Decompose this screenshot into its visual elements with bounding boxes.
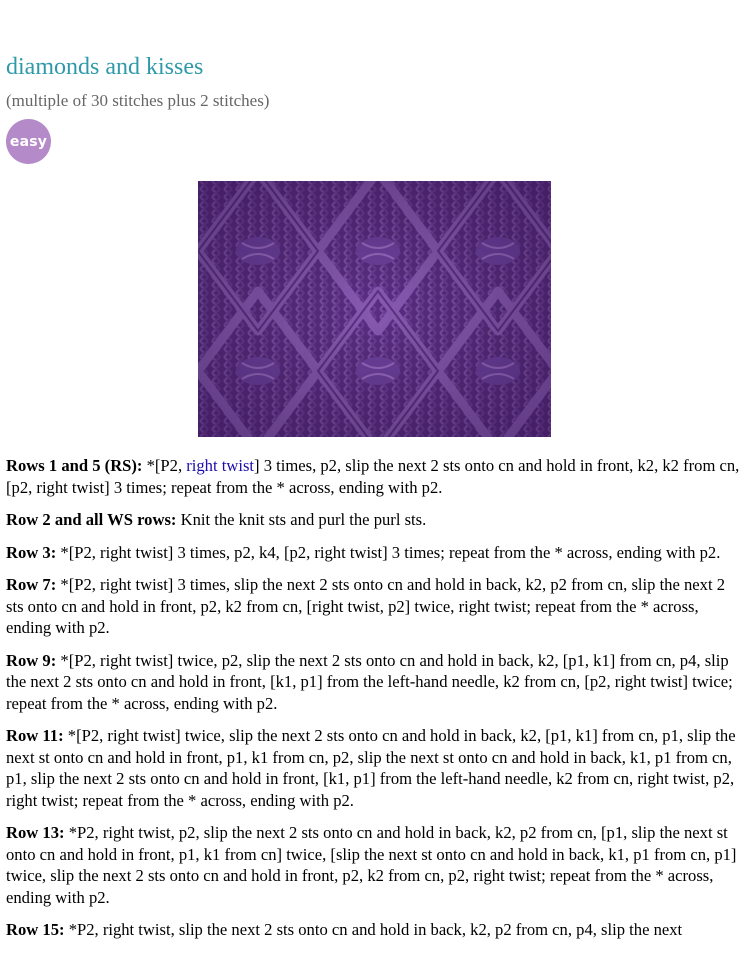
difficulty-badge	[6, 119, 51, 164]
knit-swatch-image	[198, 181, 551, 437]
row-label: Rows 1 and 5 (RS):	[6, 456, 143, 475]
row-text: *[P2,	[142, 456, 187, 475]
row-text: *P2, right twist, slip the next 2 sts onto cn and hold in back, k2, p2 from cn, p4, slip the next	[64, 920, 683, 939]
row-label: Row 13:	[6, 823, 65, 842]
row-text: *[P2, right twist] 3 times, p2, k4, [p2, right twist] 3 times; repeat from the * across, ending with p2.	[56, 542, 721, 562]
row-text: *P2, right twist, p2, slip the next 2 sts onto cn and hold in back, k2, p2 from cn, [p1, slip the next st onto cn and hold in front, p1, k1 from cn] twice, [slip the next st onto cn and hold in back, k1, p1 from cn, p1] twice, slip the next 2 sts onto cn and hold in front, p2, k2 from cn, p2, right twist; repeat from the * across, ending with p2.	[6, 823, 737, 907]
row-label: Row 3:	[6, 542, 57, 562]
right-twist-link[interactable]: right twist	[186, 456, 255, 475]
row-text: *[P2, right twist] twice, p2, slip the next 2 sts onto cn and hold in back, k2, [p1, k1] from cn, p4, slip the next 2 sts onto cn and hold in front, [k1, p1] from the left-hand needle, k2 from cn, [p2, right twist] twice; repeat from the * across, ending with p2.	[6, 650, 733, 713]
row-2-ws	[6, 509, 742, 531]
row-label: Row 2 and all WS rows:	[6, 510, 177, 529]
row-9	[6, 650, 742, 715]
stitch-multiple: (multiple of 30 stitches plus 2 stitches)	[6, 91, 270, 110]
row-label: Row 9:	[6, 650, 57, 670]
row-15	[6, 919, 742, 941]
row-text: ] 3 times, p2, slip the next 2 sts onto cn and hold in front, k2, k2 from cn, [p2, right twist] 3 times; repeat from the * across, ending with p2.	[6, 456, 740, 497]
pattern-title: diamonds and kisses	[6, 54, 204, 80]
row-label: Row 7:	[6, 575, 57, 594]
row-13	[6, 822, 742, 908]
row-label: Row 11:	[6, 726, 64, 745]
row-text: *[P2, right twist] 3 times, slip the next 2 sts onto cn and hold in back, k2, p2 from cn, slip the next 2 sts onto cn and hold in front, p2, k2 from cn, [right twist, p2] twice, right twist; repeat from the * across, ending with p2.	[6, 575, 725, 637]
row-text: Knit the knit sts and purl the purl sts.	[176, 510, 427, 529]
knit-swatch-illustration	[198, 181, 551, 437]
difficulty-label: easy	[9, 133, 48, 150]
row-7	[6, 574, 742, 639]
row-1-and-5	[6, 455, 742, 498]
row-text: *[P2, right twist] twice, slip the next 2 sts onto cn and hold in back, k2, [p1, k1] from cn, p1, slip the next st onto cn and hold in front, p1, k1 from cn, p2, slip the next st onto cn and hold in back, k1, p1 from cn, p1, slip the next 2 sts onto cn and hold in front, [k1, p1] from the left-hand needle, k2 from cn, right twist, p2, right twist; repeat from the * across, ending with p2.	[6, 726, 736, 810]
row-label: Row 15:	[6, 920, 65, 939]
pattern-instructions	[6, 455, 742, 952]
row-11	[6, 725, 742, 811]
row-3	[6, 542, 742, 564]
